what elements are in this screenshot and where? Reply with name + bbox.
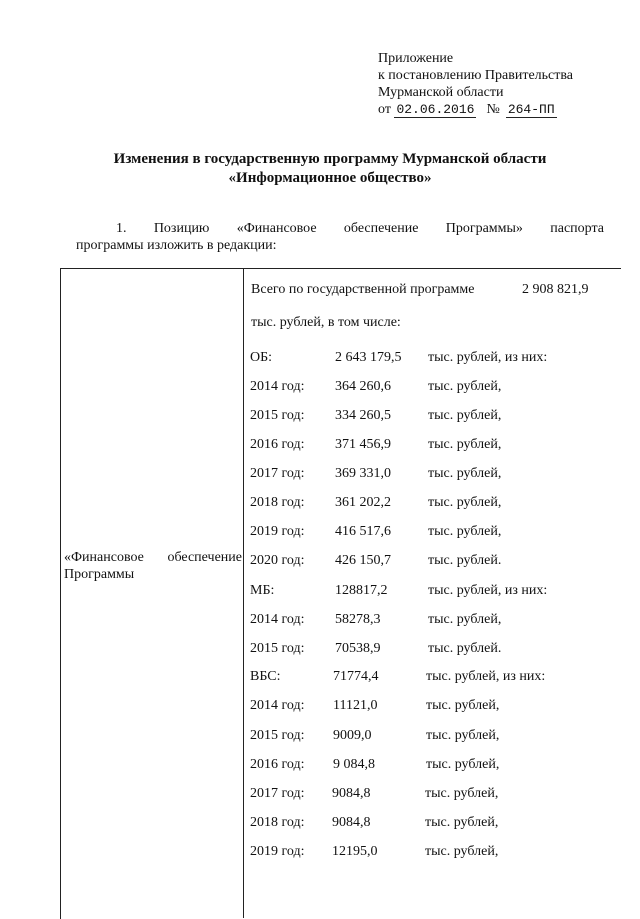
row-value: 369 331,0 (335, 466, 391, 481)
number-sign: № (486, 102, 500, 117)
item-1-first-line (76, 220, 604, 237)
row-value: 371 456,9 (335, 437, 391, 452)
row-unit: тыс. рублей. (428, 641, 502, 656)
row-value: 416 517,6 (335, 524, 391, 539)
row-label: 2016 год: (250, 757, 305, 772)
table-column-divider (243, 268, 244, 918)
row-value: 11121,0 (333, 698, 378, 713)
resolution-number: 264-ПП (507, 102, 555, 117)
row-unit: тыс. рублей, (425, 815, 499, 830)
row-unit: тыс. рублей, (428, 408, 502, 423)
row-label: 2016 год: (250, 437, 305, 452)
total-label: Всего по государственной программе (251, 282, 475, 297)
row-unit: тыс. рублей, из них: (426, 669, 546, 684)
row-label: 2017 год: (250, 466, 305, 481)
row-label: ВБС: (250, 669, 281, 684)
appendix-title: Приложение (378, 51, 454, 66)
row-unit: тыс. рублей, (428, 495, 502, 510)
row-value: 9084,8 (332, 815, 371, 830)
row-unit: тыс. рублей, (426, 728, 500, 743)
date-prefix: от (378, 102, 391, 117)
row-label: 2015 год: (250, 728, 305, 743)
row-value: 334 260,5 (335, 408, 391, 423)
appendix-resolution: к постановлению Правительства (378, 68, 574, 83)
total-value: 2 908 821,9 (522, 282, 589, 297)
item-word: Позицию (153, 221, 210, 236)
row-value: 426 150,7 (335, 553, 391, 568)
row-unit: тыс. рублей. (428, 553, 502, 568)
row-value: 2 643 179,5 (335, 350, 402, 365)
appendix-block (378, 50, 573, 118)
item-word: Программы» (445, 221, 523, 236)
item-1 (76, 220, 604, 254)
row-value: 58278,3 (335, 612, 381, 627)
row-unit: тыс. рублей, (426, 698, 500, 713)
row-value: 9 084,8 (333, 757, 375, 772)
row-label: 2018 год: (250, 495, 305, 510)
row-unit: тыс. рублей, из них: (428, 350, 548, 365)
financing-label-line-2: Программы (64, 567, 135, 582)
title-line-1: Изменения в государственную программу Мурманской области (113, 151, 547, 167)
row-unit: тыс. рублей, (426, 757, 500, 772)
financing-label-word: обеспечение (167, 550, 242, 565)
row-value: 70538,9 (335, 641, 381, 656)
row-label: 2015 год: (250, 408, 305, 423)
row-value: 361 202,2 (335, 495, 391, 510)
financing-label-cell (64, 549, 242, 583)
financing-label-word: «Финансовое (64, 550, 144, 565)
row-label: 2014 год: (250, 379, 305, 394)
total-unit: тыс. рублей, в том числе: (251, 315, 401, 330)
row-unit: тыс. рублей, (428, 437, 502, 452)
appendix-date-line (378, 101, 573, 118)
appendix-region: Мурманской области (378, 85, 504, 100)
item-word: обеспечение (343, 221, 419, 236)
row-value: 128817,2 (335, 583, 388, 598)
item-word: «Финансовое (236, 221, 317, 236)
row-label: 2020 год: (250, 553, 305, 568)
row-label: ОБ: (250, 350, 273, 365)
row-label: 2019 год: (250, 524, 305, 539)
row-unit: тыс. рублей, (428, 379, 502, 394)
item-1-second-line: программы изложить в редакции: (76, 238, 277, 253)
item-number: 1. (116, 221, 127, 236)
row-label: 2018 год: (250, 815, 305, 830)
row-value: 12195,0 (332, 844, 378, 859)
row-value: 71774,4 (333, 669, 379, 684)
document-title (60, 150, 600, 188)
row-unit: тыс. рублей, (428, 466, 502, 481)
row-label: 2015 год: (250, 641, 305, 656)
row-unit: тыс. рублей, (428, 612, 502, 627)
row-unit: тыс. рублей, (425, 786, 499, 801)
row-label: МБ: (250, 583, 275, 598)
resolution-date: 02.06.2016 (396, 102, 475, 117)
title-line-2: «Информационное общество» (228, 170, 432, 186)
row-unit: тыс. рублей, из них: (428, 583, 548, 598)
row-label: 2017 год: (250, 786, 305, 801)
row-value: 364 260,6 (335, 379, 391, 394)
row-value: 9009,0 (333, 728, 372, 743)
row-value: 9084,8 (332, 786, 371, 801)
row-label: 2014 год: (250, 698, 305, 713)
row-unit: тыс. рублей, (425, 844, 499, 859)
row-label: 2014 год: (250, 612, 305, 627)
row-unit: тыс. рублей, (428, 524, 502, 539)
item-word: паспорта (550, 221, 604, 236)
row-label: 2019 год: (250, 844, 305, 859)
